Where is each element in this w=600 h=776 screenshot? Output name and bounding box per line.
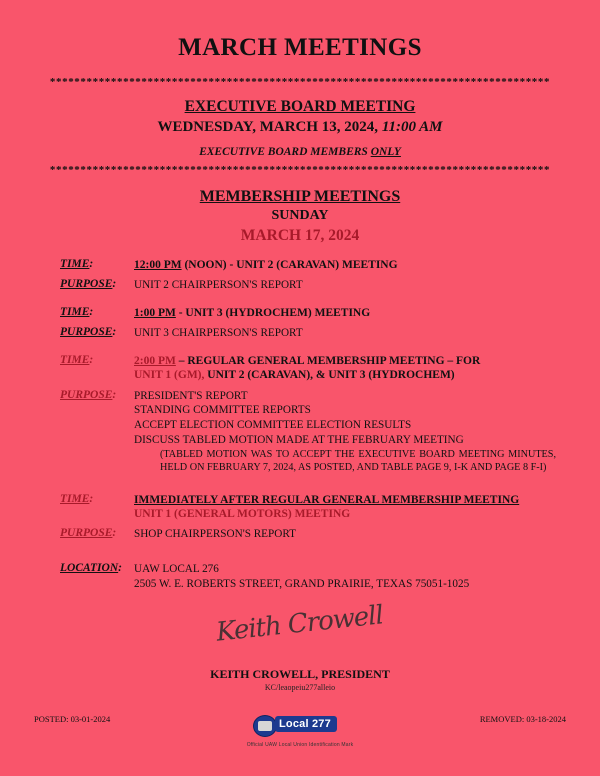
meeting-block-general — [34, 354, 566, 475]
location-line-1: UAW LOCAL 276 — [134, 562, 219, 575]
purpose-row — [34, 278, 566, 293]
time-value — [134, 354, 566, 383]
purpose-label: PURPOSE: — [60, 527, 117, 540]
purpose-item: PRESIDENT'S REPORT — [134, 389, 248, 402]
union-logo-wrap — [0, 714, 600, 748]
location-value — [134, 562, 566, 591]
location-block — [34, 562, 566, 591]
general-unit1: UNIT 1 (GM), — [134, 369, 205, 382]
time-value — [134, 306, 566, 320]
signature-code: KC/leaopeiu277alleio — [264, 683, 336, 693]
time-value — [134, 258, 566, 272]
general-units-rest: UNIT 2 (CARAVAN), & UNIT 3 (HYDROCHEM) — [204, 369, 455, 382]
time-row — [34, 258, 566, 272]
meeting-block-unit1 — [34, 493, 566, 542]
membership-heading: MEMBERSHIP MEETINGS — [199, 188, 401, 205]
time-label: TIME: — [60, 258, 94, 270]
page-title: MARCH MEETINGS — [178, 34, 422, 61]
executive-board-date — [34, 119, 566, 136]
purpose-label: PURPOSE: — [60, 326, 117, 339]
posted-date: POSTED: 03-01-2024 — [34, 714, 111, 724]
signature-script: Keith Crowell — [215, 600, 385, 648]
membership-day: SUNDAY — [271, 208, 329, 223]
signature-area — [34, 600, 566, 665]
meeting-block-unit2 — [34, 258, 566, 293]
general-time-rest: – REGULAR GENERAL MEMBERSHIP MEETING – FOR — [175, 354, 481, 367]
logo-subtext: Official UAW Local Union Identification Mark — [246, 742, 354, 748]
membership-date: MARCH 17, 2024 — [240, 227, 360, 244]
star-divider-bottom: ********************************************************************************** — [49, 164, 551, 176]
purpose-value: UNIT 2 CHAIRPERSON'S REPORT — [134, 279, 303, 292]
purpose-item: STANDING COMMITTEE REPORTS — [134, 404, 311, 417]
purpose-label: PURPOSE: — [60, 388, 117, 401]
purpose-row — [34, 326, 566, 341]
general-time: 2:00 PM — [134, 354, 176, 367]
eb-date-time: 11:00 AM — [381, 119, 443, 135]
location-line-2: 2505 W. E. ROBERTS STREET, GRAND PRAIRIE, TEXAS 75051-1025 — [134, 577, 470, 590]
eb-date-main: WEDNESDAY, MARCH 13, 2024, — [157, 119, 379, 135]
purpose-value: UNIT 3 CHAIRPERSON'S REPORT — [134, 327, 303, 340]
time-label: TIME: — [60, 305, 94, 318]
time-value-underlined: 1:00 PM — [134, 306, 176, 319]
purpose-value-list — [134, 389, 566, 475]
star-divider-top: ********************************************************************************** — [49, 76, 551, 88]
purpose-item: ACCEPT ELECTION COMMITTEE ELECTION RESULTS — [134, 419, 412, 432]
executive-board-heading: EXECUTIVE BOARD MEETING — [184, 98, 416, 115]
after-meeting-line1: IMMEDIATELY AFTER REGULAR GENERAL MEMBERSHIP MEETING — [134, 493, 520, 506]
time-value-rest: - UNIT 3 (HYDROCHEM) MEETING — [175, 306, 371, 319]
logo-text: Local 277 — [275, 716, 337, 732]
time-label: TIME: — [60, 492, 94, 505]
union-badge-icon — [253, 715, 277, 737]
time-row — [34, 493, 566, 522]
eb-attendees-text: EXECUTIVE BOARD MEMBERS — [199, 146, 371, 158]
purpose-item: DISCUSS TABLED MOTION MADE AT THE FEBRUARY MEETING — [134, 433, 464, 446]
executive-board-attendees — [34, 146, 566, 158]
time-value-rest: (NOON) - UNIT 2 (CARAVAN) MEETING — [181, 259, 398, 271]
location-row — [34, 562, 566, 591]
purpose-tabled-motion-note: (TABLED MOTION WAS TO ACCEPT THE EXECUTIVE BOARD MEETING MINUTES, HELD ON FEBRUARY 7, 2024, AS POSTED, AND TABLE PAGE 9, I-K AND PAGE 8 F-I) — [160, 448, 556, 474]
removed-date: REMOVED: 03-18-2024 — [479, 714, 566, 724]
location-label: LOCATION: — [60, 561, 122, 574]
time-value — [134, 493, 566, 522]
meeting-block-unit3 — [34, 306, 566, 341]
eb-attendees-only: ONLY — [370, 146, 401, 158]
after-meeting-line2: UNIT 1 (GENERAL MOTORS) MEETING — [134, 508, 351, 521]
purpose-row — [34, 389, 566, 475]
time-row — [34, 354, 566, 383]
signature-name: KEITH CROWELL, PRESIDENT — [210, 667, 390, 682]
uaw-local-logo — [253, 714, 347, 736]
purpose-row — [34, 527, 566, 542]
time-label: TIME: — [60, 353, 94, 366]
purpose-value: SHOP CHAIRPERSON'S REPORT — [134, 528, 296, 541]
purpose-label: PURPOSE: — [60, 278, 117, 291]
time-value-underlined: 12:00 PM — [134, 259, 182, 271]
time-row — [34, 306, 566, 320]
